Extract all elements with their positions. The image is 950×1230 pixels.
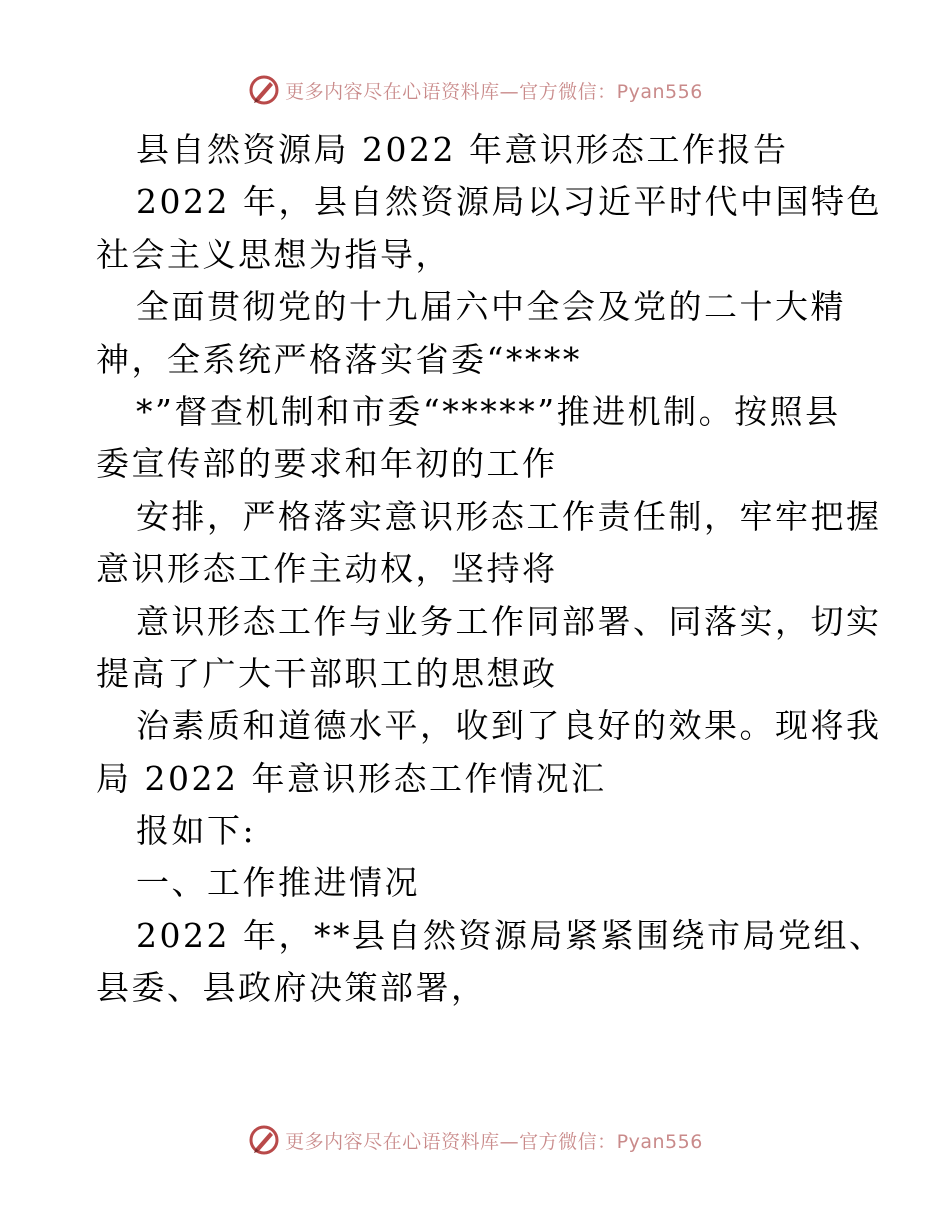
- doc-line: 县委、县政府决策部署，: [96, 968, 487, 1008]
- doc-line: 2022 年，**县自然资源局紧紧围绕市局党组、: [136, 915, 885, 955]
- doc-line: 2022 年，县自然资源局以习近平时代中国特色: [136, 182, 882, 222]
- watermark-text: 更多内容尽在心语资料库—官方微信：Pyan556: [285, 1130, 703, 1153]
- doc-line: 提高了广大干部职工的思想政: [96, 653, 558, 693]
- footer-watermark: [0, 1120, 950, 1160]
- doc-line: *”督查机制和市委“*****”推进机制。按照县: [136, 391, 841, 431]
- document-body: [96, 124, 885, 1015]
- doc-line: 治素质和道德水平，收到了良好的效果。现将我: [136, 706, 882, 746]
- doc-line: 局 2022 年意识形态工作情况汇: [96, 758, 607, 798]
- doc-line: 全面贯彻党的十九届六中全会及党的二十大精: [136, 287, 846, 327]
- doc-line: 一、工作推进情况: [136, 863, 420, 903]
- doc-line: 意识形态工作与业务工作同部署、同落实，切实: [136, 601, 882, 641]
- doc-line: 县自然资源局 2022 年意识形态工作报告: [136, 130, 789, 169]
- pen-seal-icon: [247, 1123, 281, 1157]
- doc-line: 意识形态工作主动权，坚持将: [96, 549, 558, 589]
- doc-line: 安排，严格落实意识形态工作责任制，牢牢把握: [136, 496, 882, 536]
- doc-line: 社会主义思想为指导，: [96, 234, 451, 274]
- doc-line: 委宣传部的要求和年初的工作: [96, 444, 558, 484]
- doc-line: 神，全系统严格落实省委“****: [96, 339, 582, 379]
- watermark-text: 更多内容尽在心语资料库—官方微信：Pyan556: [285, 80, 703, 103]
- header-watermark: [0, 70, 950, 110]
- pen-seal-icon: [247, 73, 281, 107]
- doc-line: 报如下:: [136, 811, 257, 851]
